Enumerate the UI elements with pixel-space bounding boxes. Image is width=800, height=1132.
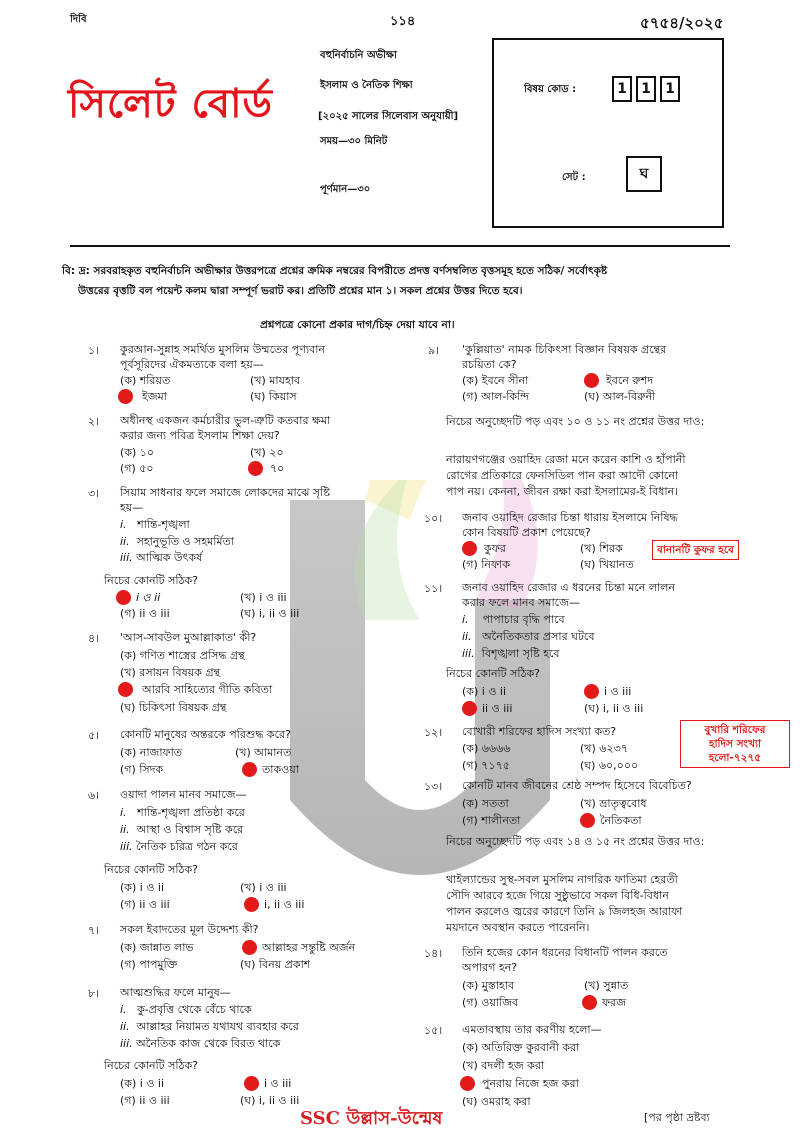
option-b: আল্লাহর সন্তুষ্টি অর্জন (262, 941, 356, 954)
option-c: ইজমা (142, 390, 167, 403)
option-c: (গ) ii ও iii (120, 607, 170, 620)
passage-line: সৌদি আরবে হজে গিয়ে সুষ্ঠুভাবে সকল বিধি-বিধান (446, 889, 669, 902)
exam-time: সময়—৩০ মিনিট (320, 136, 388, 147)
marked-answer-dot (584, 684, 599, 699)
option-a: (ক) i ও ii (120, 1077, 165, 1090)
question-number: ৬। (88, 789, 100, 802)
option-a: (ক) নাজাফাত (120, 746, 183, 759)
question-text: কোনটি মানব জীবনের শ্রেষ্ঠ সম্পদ হিসেবে বিবেচিত? (462, 779, 692, 792)
option-a: (ক) ইবনে সীনা (462, 374, 529, 387)
marked-answer-dot (248, 461, 263, 476)
option-a: (ক) জান্নাত লাভ (120, 941, 194, 954)
page-number: ১১৪ (390, 14, 416, 29)
statement-iii: আত্মিক উৎকর্ষ (136, 551, 203, 564)
statement-i: শান্তি-শৃঙ্খলা প্রতিষ্ঠা করে (137, 806, 245, 819)
question-number: ৫। (88, 729, 100, 742)
option-c: (গ) পাপমুক্তি (120, 958, 178, 971)
option-a: (ক) মুস্তাহাব (462, 979, 515, 992)
option-c: (গ) ii ও iii (120, 898, 170, 911)
marked-answer-dot (580, 813, 595, 828)
option-d: (ঘ) আল-বিরুনী (584, 390, 656, 403)
question-text: বোখারী শরিফের হাদিস সংখ্যা কত? (462, 725, 617, 738)
passage-line: পালন করলেও জ্বরের কারণে তিনি ৯ জিলহজ আরাফা (446, 905, 683, 918)
statement-ii: সহানুভূতি ও সহমর্মিতা (136, 535, 234, 548)
option-d: (ঘ) ওমরাহ করা (462, 1095, 531, 1108)
header-divider (70, 245, 730, 247)
marked-answer-dot (462, 541, 477, 556)
question-text: 'কুল্লিয়াত' নামক চিকিৎসা বিজ্ঞান বিষয়ক গ্রন্থের (462, 343, 667, 356)
option-c: (গ) ৭১৭৫ (462, 759, 510, 772)
which-prompt: নিচের কোনটি সঠিক? (446, 667, 540, 680)
question-text: করার ফলে মানব সমাজে— (462, 596, 580, 609)
question-text: হয়— (120, 501, 144, 514)
option-b: (খ) সুন্নাত (584, 979, 629, 992)
question-text: অধীনস্থ একজন কর্মচারীর ভুল-ত্রুটি কতবার ক্ষমা (120, 414, 331, 427)
warning-line: প্রশ্নপত্রে কোনো প্রকার দাগ/চিহ্ন দেয়া যাবে না। (260, 319, 455, 331)
option-a: (ক) অতিরিক্ত কুরবানী করা (462, 1041, 580, 1054)
option-d: তাকওয়া (262, 763, 299, 776)
passage-line: থাইল্যান্ডের সুস্থ-সবল মুসলিম নাগরিক ফাতিমা হেরতী (446, 873, 678, 886)
marked-answer-dot (582, 995, 597, 1010)
passage-intro: নিচের অনুচ্ছেদটি পড় এবং ১৪ ও ১৫ নং প্রশ্নের উত্তর দাও: (446, 835, 705, 848)
option-b: (খ) i ও iii (240, 591, 287, 604)
note-line: হাদিস সংখ্যা হলো-৭২৭৫ (708, 738, 762, 764)
option-d: i, ii ও iii (264, 898, 305, 911)
code-box (492, 38, 724, 228)
option-d: (ঘ) i, ii ও iii (240, 1094, 300, 1107)
question-text: কোনটি মানুষের অন্তরকে পরিশুদ্ধ করে? (120, 728, 291, 741)
question-text: পূর্বসূরিদের ঐকমত্যকে বলা হয়— (120, 358, 264, 371)
option-c: (গ) সিদক (120, 763, 164, 776)
question-number: ১৩। (424, 780, 443, 793)
note-line: বুখারি শরিফের (704, 724, 766, 736)
statement-ii: আস্থা ও বিশ্বাস সৃষ্টি করে (136, 823, 244, 836)
option-d: (ঘ) কিয়াস (250, 390, 297, 403)
option-c: (গ) ii ও iii (120, 1094, 170, 1107)
option-b: (খ) মাযহাব (250, 374, 301, 387)
option-c: আরবি সাহিত্যের গীতি কবিতা (142, 683, 273, 696)
marked-answer-dot (462, 701, 477, 716)
option-a: (ক) ১০ (120, 446, 155, 459)
option-a: (ক) সততা (462, 797, 509, 810)
statement-i: শান্তি-শৃঙ্খলা (137, 518, 190, 531)
statement-i: কু-প্রবৃত্তি থেকে বেঁচে থাকে (137, 1003, 252, 1016)
which-prompt: নিচের কোনটি সঠিক? (104, 863, 198, 876)
marked-answer-dot (242, 762, 257, 777)
question-text: কোন বিষয়টি প্রকাশ পেয়েছে? (462, 526, 591, 539)
question-number: ৪। (88, 632, 100, 645)
option-d: ফরজ (602, 996, 626, 1009)
set-value: ঘ (626, 156, 662, 192)
question-text: অপারগ হন? (462, 961, 518, 974)
marked-answer-dot (118, 682, 133, 697)
option-c: (গ) নিফাক (462, 558, 510, 571)
question-text: এমতাবস্থায় তার করণীয় হলো— (462, 1023, 602, 1036)
question-text: আত্মশুদ্ধির ফলে মানুষ— (120, 986, 231, 999)
option-a: (ক) i ও ii (120, 881, 165, 894)
subject-code-digits (612, 76, 684, 102)
option-d: (ঘ) চিকিৎসা বিষয়ক গ্রন্থ (120, 701, 227, 714)
option-a: (ক) গণিত শাস্ত্রের প্রসিদ্ধ গ্রন্থ (120, 649, 245, 662)
question-text: ওয়াদা পালন মানব সমাজে— (120, 788, 247, 801)
marked-answer-dot (242, 940, 257, 955)
question-number: ৮। (88, 987, 100, 1000)
question-text: জনাব ওয়াহিদ রেজার এ ধরনের চিন্তা মনে লালন (462, 581, 675, 594)
paper-code: ৫৭৫৪/২০২৫ (640, 14, 724, 32)
question-text: তিনি হজের কোন ধরনের বিধানটি পালন করতে (462, 946, 668, 959)
marked-answer-dot (460, 1076, 475, 1091)
passage-line: নারায়ণগঞ্জের ওয়াহিদ রেজা মনে করেন কাশি ও হাঁপানী (446, 453, 686, 466)
exam-type: বহুনির্বাচনি অভীক্ষা (320, 50, 397, 61)
option-d: (ঘ) i, ii ও iii (584, 702, 644, 715)
question-number: ৯। (428, 344, 440, 357)
option-c: (গ) ওয়াজিব (462, 996, 519, 1009)
option-d: (ঘ) বিনয় প্রকাশ (240, 958, 311, 971)
question-text: কুরআন-সুন্নাহ সমর্থিত মুসলিম উম্মতের পূণ্যবান (120, 343, 325, 356)
question-text: রচয়িতা কে? (462, 358, 517, 371)
option-d: (ঘ) i, ii ও iii (240, 607, 300, 620)
option-a: (ক) i ও ii (462, 685, 507, 698)
marked-answer-dot (244, 1076, 259, 1091)
which-prompt: নিচের কোনটি সঠিক? (104, 1059, 198, 1072)
statement-i: পাপাচার বৃদ্ধি পাবে (482, 613, 565, 626)
question-number: ১১। (424, 582, 443, 595)
question-number: ১৫। (424, 1024, 443, 1037)
question-text: করার জন্য পবিত্র ইসলাম শিক্ষা দেয়? (120, 429, 280, 442)
option-a: i ও ii (136, 591, 161, 604)
option-b: (খ) ভ্রাতৃত্ববোধ (580, 797, 647, 810)
passage-line: ময়দানে অবস্থান করতে পারেননি। (446, 921, 590, 934)
subject-name: ইসলাম ও নৈতিক শিক্ষা (320, 80, 413, 91)
question-number: ৩। (88, 487, 100, 500)
statement-iii: বিশৃঙ্খলা সৃষ্টি হবে (481, 647, 560, 660)
option-b: ইবনে রুশদ (606, 374, 654, 387)
board-title: সিলেট বোর্ড (68, 80, 273, 127)
full-marks: পূর্ণমান—৩০ (320, 184, 371, 195)
option-a: (ক) শরিয়ত (120, 374, 171, 387)
option-c: (গ) আল-কিন্দি (462, 390, 530, 403)
marked-answer-dot (116, 590, 131, 605)
question-number: ১৪। (424, 947, 443, 960)
code-digit: 1 (636, 76, 656, 102)
option-b: (খ) বদলী হজ করা (462, 1059, 545, 1072)
option-c: (গ) শালীনতা (462, 814, 521, 827)
statement-ii: অনৈতিকতার প্রসার ঘটবে (482, 630, 595, 643)
statement-iii: অনৈতিক কাজ থেকে বিরত থাকে (136, 1037, 281, 1050)
option-d: (ঘ) ৬০,০০০ (580, 759, 639, 772)
passage-intro: নিচের অনুচ্ছেদটি পড় এবং ১০ ও ১১ নং প্রশ্নের উত্তর দাও: (446, 415, 705, 428)
code-digit: 1 (660, 76, 680, 102)
instruction-line-1: বি: দ্র: সরবরাহকৃত বহুনির্বাচনি অভীক্ষার উত্তরপত্রে প্রশ্নের ক্রমিক নম্বরের বিপরীতে প্রদত্ত বর্ণসম্বলিত বৃত্তসমূহ হতে সঠিক/ সর্বোৎকৃষ্ট (62, 265, 608, 277)
option-b: (খ) ২০ (250, 446, 284, 459)
option-c: পুনরায় নিজে হজ করা (482, 1077, 579, 1090)
set-label: সেট : (562, 172, 586, 183)
question-text: জনাব ওয়াহিদ রেজার চিন্তা ধারায় ইসলামে নিষিদ্ধ (462, 511, 678, 524)
option-b: i ও iii (264, 1077, 292, 1090)
marked-answer-dot (244, 897, 259, 912)
code-digit: 1 (612, 76, 632, 102)
correction-note (680, 720, 790, 768)
option-b: (খ) i ও iii (240, 881, 287, 894)
option-d: নৈতিকতা (600, 814, 642, 827)
option-a: কুফর (484, 542, 506, 555)
option-b: (খ) ৬২৩৭ (580, 742, 628, 755)
option-c: ii ও iii (482, 702, 513, 715)
option-b: (খ) আমানত (235, 746, 292, 759)
question-text: সিয়াম সাধনার ফলে সমাজে লোকদের মাঝে সৃষ্টি (120, 486, 330, 499)
corner-mark: দিবি (70, 14, 87, 25)
footer-brand: SSC উল্লাস-উন্মেষ (300, 1108, 443, 1129)
question-text: সকল ইবাদতের মূল উদ্দেশ্য কী? (120, 923, 259, 936)
marked-answer-dot (584, 373, 599, 388)
option-d: ৭০ (270, 462, 285, 475)
option-b: (খ) শিরক (580, 542, 623, 555)
option-c: (গ) ৫০ (120, 462, 154, 475)
question-number: ১০। (424, 512, 443, 525)
option-b: (খ) রসায়ন বিষয়ক গ্রন্থ (120, 666, 221, 679)
statement-iii: নৈতিক চরিত্র গঠন করে (136, 840, 238, 853)
passage-line: পাপ নয়। কেননা, জীবন রক্ষা করা ইসলামের-ই বিধান। (446, 485, 679, 498)
marked-answer-dot (118, 389, 133, 404)
question-number: ১। (88, 344, 100, 357)
question-number: ১২। (424, 726, 443, 739)
correction-note: বানানটি কুফর হবে (652, 540, 739, 560)
question-text: 'আস-সাবউল মুআল্লাকাত' কী? (120, 631, 257, 644)
option-d: (ঘ) খিয়ানত (580, 558, 634, 571)
statement-ii: আল্লাহর নিয়ামত যথাযথ ব্যবহার করে (136, 1020, 299, 1033)
instruction-line-2: উত্তরের বৃত্তটি বল পয়েন্ট কলম দ্বারা সম্পূর্ণ ভরাট কর। প্রতিটি প্রশ্নের মান ১। সকল প্রশ্নের উত্তর দিতে হবে। (78, 285, 523, 297)
which-prompt: নিচের কোনটি সঠিক? (104, 574, 198, 587)
next-page-note: [পর পৃষ্ঠা দ্রষ্টব্য (644, 1111, 710, 1124)
syllabus-note: [২০২৫ সালের সিলেবাস অনুযায়ী] (318, 111, 459, 122)
question-number: ৭। (88, 924, 100, 937)
subject-code-label: বিষয় কোড : (524, 84, 577, 95)
option-b: i ও iii (604, 685, 632, 698)
question-number: ২। (88, 415, 100, 428)
passage-line: রোগের প্রতিকারে ফেনসিডিল পান করা আদৌ কোনো (446, 469, 679, 482)
option-a: (ক) ৬৬৬৬ (462, 742, 511, 755)
